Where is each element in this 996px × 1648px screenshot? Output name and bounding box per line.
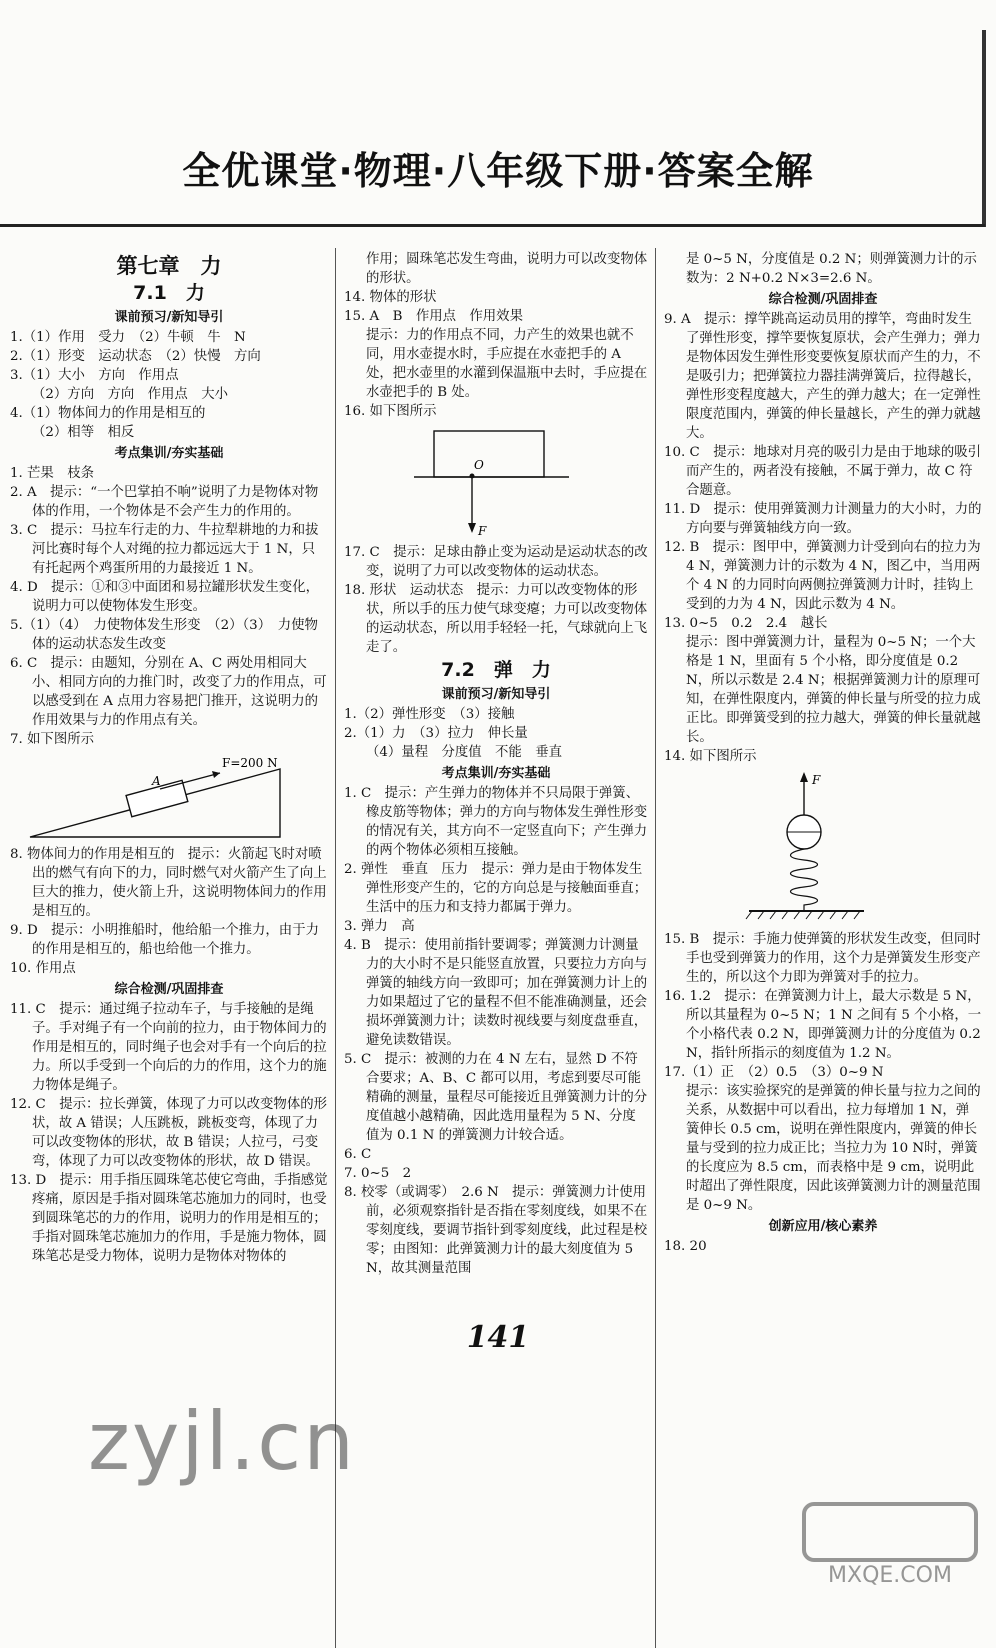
answer-item: 8. 物体间力的作用是相互的 提示：火箭起飞时对喷出的燃气有向下的力，同时燃气对火箭产生了向上巨大的推力，使火箭上升，这说明物体间力的作用是相互的。: [10, 847, 327, 919]
answer-item: 18. 20: [664, 1239, 707, 1254]
answer-item: 8. 校零（或调零） 2.6 N 提示：弹簧测力计使用前，必须观察指针是否指在零刻度线，如果不在零刻度线，要调节指针到零刻度线，此过程是校零；由图知：此弹簧测力计的最大刻度值为 5 N，故其测量范围: [344, 1185, 648, 1276]
answer-item: 2. 弹性 垂直 压力 提示：弹力是由于物体发生弹性形变产生的，它的方向总是与接触面垂直；生活中的压力和支持力都属于弹力。: [344, 862, 648, 915]
answer-item: 1. C 提示：产生弹力的物体并不只局限于弹簧、橡皮筋等物体；弹力的方向与物体发生弹性形变的情况有关，其方向不一定竖直向下；产生弹力的两个物体必须相互接触。: [344, 786, 648, 858]
answer-item: 7. 0~5 2: [344, 1166, 412, 1181]
section-heading: 创新应用/核心素养: [768, 1219, 878, 1234]
section-heading: 综合检测/巩固排查: [114, 982, 224, 997]
watermark-logo: [800, 1500, 980, 1592]
section-heading: 考点集训/夯实基础: [441, 766, 551, 781]
column-2: [344, 250, 648, 1278]
answer-hint: 提示：该实验探究的是弹簧的伸长量与拉力之间的关系，从数据中可以看出，拉力每增加 1 N，弹簧伸长 0.5 cm，说明在弹性限度内，弹簧的伸长量与受到的拉力成正比；当拉力为 10 N时，弹簧的长度应为 8.5 cm，而表格中是 9 cm，说明此时超出了弹性限度，因此该弹簧测力计的测量范围是 0~9 N。: [686, 1084, 981, 1213]
page-header: [0, 0, 996, 232]
answer-item: 17.（1）正 （2）0.5 （3）0~9 N: [664, 1065, 884, 1080]
figure-16-box: [344, 423, 644, 541]
answer-item: 5. C 提示：被测的力在 4 N 左右，显然 D 不符合要求；A、B、C 都可以用，考虑到要尽可能精确的测量，量程尽可能接近且弹簧测力计的分度值越小越精确，因此选用量程为 5 N、分度值为 0.1 N 的弹簧测力计较合适。: [344, 1052, 648, 1143]
answer-item: 12. B 提示：图甲中，弹簧测力计受到向右的拉力为 4 N，弹簧测力计的示数为 4 N，图乙中，当用两个 4 N 的力同时向两侧拉弹簧测力计时，挂钩上受到的力为 4 N，因此示数为 4 N。: [664, 540, 981, 612]
section-heading: 课前预习/新知导引: [441, 687, 551, 702]
answer-item: 16. 如下图所示: [344, 404, 437, 419]
answer-item: 14. 如下图所示: [664, 749, 757, 764]
answer-item: 10. C 提示：地球对月亮的吸引力是由于地球的吸引而产生的，两者没有接触，不属于弹力，故 C 符合题意。: [664, 445, 981, 498]
answer-item: 11. C 提示：通过绳子拉动车子，与手接触的是绳子。手对绳子有一个向前的拉力，由于物体间力的作用是相互的，同时绳子也会对手有一个向后的拉力。所以手受到一个向后的力的作用，这个力的施力物体是绳子。: [10, 1002, 327, 1093]
answer-item: 1.（1）作用 受力 （2）牛顿 牛 N: [10, 330, 246, 345]
answer-item-cont: 作用；圆珠笔芯发生弯曲，说明力可以改变物体的形状。: [366, 252, 648, 286]
header-rule: [0, 224, 985, 227]
answer-item: 15. A B 作用点 作用效果: [344, 309, 523, 324]
column-1: [10, 250, 328, 1266]
page-number: 141: [466, 1320, 530, 1355]
lesson-title-7-1: 7.1 力: [133, 282, 205, 304]
watermark-logo-text: MXQE.COM: [828, 1563, 952, 1588]
answer-item: 4. B 提示：使用前指针要调零；弹簧测力计测量力的大小时不是只能竖直放置，只要拉力方向与弹簧的轴线方向一致即可；加在弹簧测力计上的力如果超过了它的量程不但不能准确测量，还会损坏弹簧测力计；读数时视线要与刻度盘垂直，避免读数错误。: [344, 938, 648, 1048]
answer-item: 4. D 提示：①和③中面团和易拉罐形状发生变化，说明力可以使物体发生形变。: [10, 580, 319, 614]
answer-item: 6. C: [344, 1147, 372, 1162]
answer-item: 5.（1）（4） 力使物体发生形变 （2）（3） 力使物体的运动状态发生改变: [10, 618, 318, 652]
watermark: zyjl.cn: [88, 1395, 356, 1488]
fig16-label-o: O: [474, 458, 484, 472]
answer-item: 13. 0~5 0.2 2.4 越长: [664, 616, 828, 631]
answer-item: 13. D 提示：用手指压圆珠笔芯使它弯曲，手指感觉疼痛，原因是手指对圆珠笔芯施加力的同时，也受到圆珠笔芯的力的作用，说明力的作用是相互的；手指对圆珠笔芯施加力的作用，手是施力物体，圆珠笔芯是受力物体，说明力是物体对物体的: [10, 1173, 328, 1264]
book-title: 全优课堂·物理·八年级下册·答案全解: [182, 149, 814, 193]
section-heading: 综合检测/巩固排查: [768, 292, 878, 307]
answer-item: 2.（1）形变 运动状态 （2）快慢 方向: [10, 349, 261, 364]
answer-item: 14. 物体的形状: [344, 290, 437, 305]
answer-item: 15. B 提示：手施力使弹簧的形状发生改变，但同时手也受到弹簧力的作用，这个力是弹簧发生形变产生的，所以这个力即为弹簧对手的拉力。: [664, 932, 981, 985]
chapter-title: 第七章 力: [116, 254, 222, 278]
answer-item-cont: （2）方向 方向 作用点 大小: [32, 387, 228, 402]
answer-item: 9. D 提示：小明推船时，他给船一个推力，由于力的作用是相互的，船也给他一个推力。: [10, 923, 319, 957]
answer-item-cont: 是 0~5 N，分度值是 0.2 N；则弹簧测力计的示数为：2 N+0.2 N×3=2.6 N。: [686, 252, 977, 286]
answer-item: 12. C 提示：拉长弹簧，体现了力可以改变物体的形状，故 A 错误；人压跳板，跳板变弯，体现了力可以改变物体的形状，故 B 错误；人拉弓，弓变弯，体现了力可以改变物体的形状，故 D 错误。: [10, 1097, 327, 1169]
answer-item-cont: （4）量程 分度值 不能 垂直: [366, 745, 562, 760]
column-3: [664, 250, 982, 1256]
answer-item: 2.（1）力 （3）拉力 伸长量: [344, 726, 528, 741]
answer-item: 17. C 提示：足球由静止变为运动是运动状态的改变，说明了力可以改变物体的运动状态。: [344, 545, 648, 579]
lesson-title-7-2: 7.2 弹 力: [441, 659, 551, 681]
fig7-label-f: F=200 N: [222, 756, 278, 770]
answer-item: 10. 作用点: [10, 961, 76, 976]
section-heading: 课前预习/新知导引: [114, 310, 224, 325]
answer-item: 6. C 提示：由题知，分别在 A、C 两处用相同大小、相同方向的力推门时，改变了力的作用点，可以感受到在 A 点用力容易把门推开，这说明力的作用效果与力的作用点有关。: [10, 656, 327, 728]
answer-item: 3. C 提示：马拉车行走的力、牛拉犁耕地的力和拔河比赛时每个人对绳的拉力都远远大于 1 N，只有托起两个鸡蛋所用的力最接近 1 N。: [10, 523, 319, 576]
column-divider-2: [655, 248, 656, 1648]
figure-7-incline: [10, 751, 310, 843]
answer-item: 4.（1）物体间力的作用是相互的: [10, 406, 206, 421]
answer-item: 3. 弹力 高: [344, 919, 415, 934]
answer-item: 2. A 提示：“一个巴掌拍不响”说明了力是物体对物体的作用，一个物体是不会产生力的作用的。: [10, 485, 319, 519]
answer-item: 7. 如下图所示: [10, 732, 94, 747]
answer-item: 3.（1）大小 方向 作用点: [10, 368, 179, 383]
answer-item: 16. 1.2 提示：在弹簧测力计上，最大示数是 5 N，所以其量程为 0~5 N；1 N 之间有 5 个小格，一个小格代表 0.2 N，即弹簧测力计的分度值为 0.2 N，指针所指示的刻度值为 1.2 N。: [664, 989, 982, 1061]
answer-item-cont: （2）相等 相反: [32, 425, 135, 440]
fig14-label-f: F: [812, 773, 821, 787]
answer-item: 1. 芒果 枝条: [10, 466, 94, 481]
answer-item: 1.（2）弹性形变 （3）接触: [344, 707, 515, 722]
answer-item: 18. 形状 运动状态 提示：力可以改变物体的形状，所以手的压力使气球变瘪；力可以改变物体的运动状态，所以用手轻轻一托，气球就向上飞走了。: [344, 583, 648, 655]
header-side-bar: [982, 30, 986, 227]
answer-hint: 提示：力的作用点不同，力产生的效果也就不同，用水壶提水时，手应提在水壶把手的 A 处，把水壶里的水灌到保温瓶中去时，手应提在水壶把手的 B 处。: [366, 328, 648, 400]
answer-item: 11. D 提示：使用弹簧测力计测量力的大小时，力的方向要与弹簧轴线方向一致。: [664, 502, 982, 536]
figure-14-spring: [664, 768, 974, 928]
fig16-label-f: F: [478, 524, 487, 538]
section-heading: 考点集训/夯实基础: [114, 446, 224, 461]
fig7-label-a: A: [152, 774, 161, 788]
answer-hint: 提示：图中弹簧测力计，量程为 0~5 N；一个大格是 1 N，里面有 5 个小格，即分度值是 0.2 N，所以示数是 2.4 N；根据弹簧测力计的原理可知，在弹性限度内，弹簧的伸长量与所受的拉力成正比。即弹簧受到的拉力越大，弹簧的伸长量就越长。: [686, 635, 981, 745]
answer-item: 9. A 提示：撑竿跳高运动员用的撑竿，弯曲时发生了弹性形变，撑竿要恢复原状，会产生弹力；弹力是物体因发生弹性形变要恢复原状而产生的力，不是吸引力；把弹簧拉力器挂满弹簧后，拉得越长，弹性形变程度越大，产生的弹力越大；在一定弹性限度范围内，弹簧的伸长量越长，产生的弹力就越大。: [664, 312, 981, 441]
